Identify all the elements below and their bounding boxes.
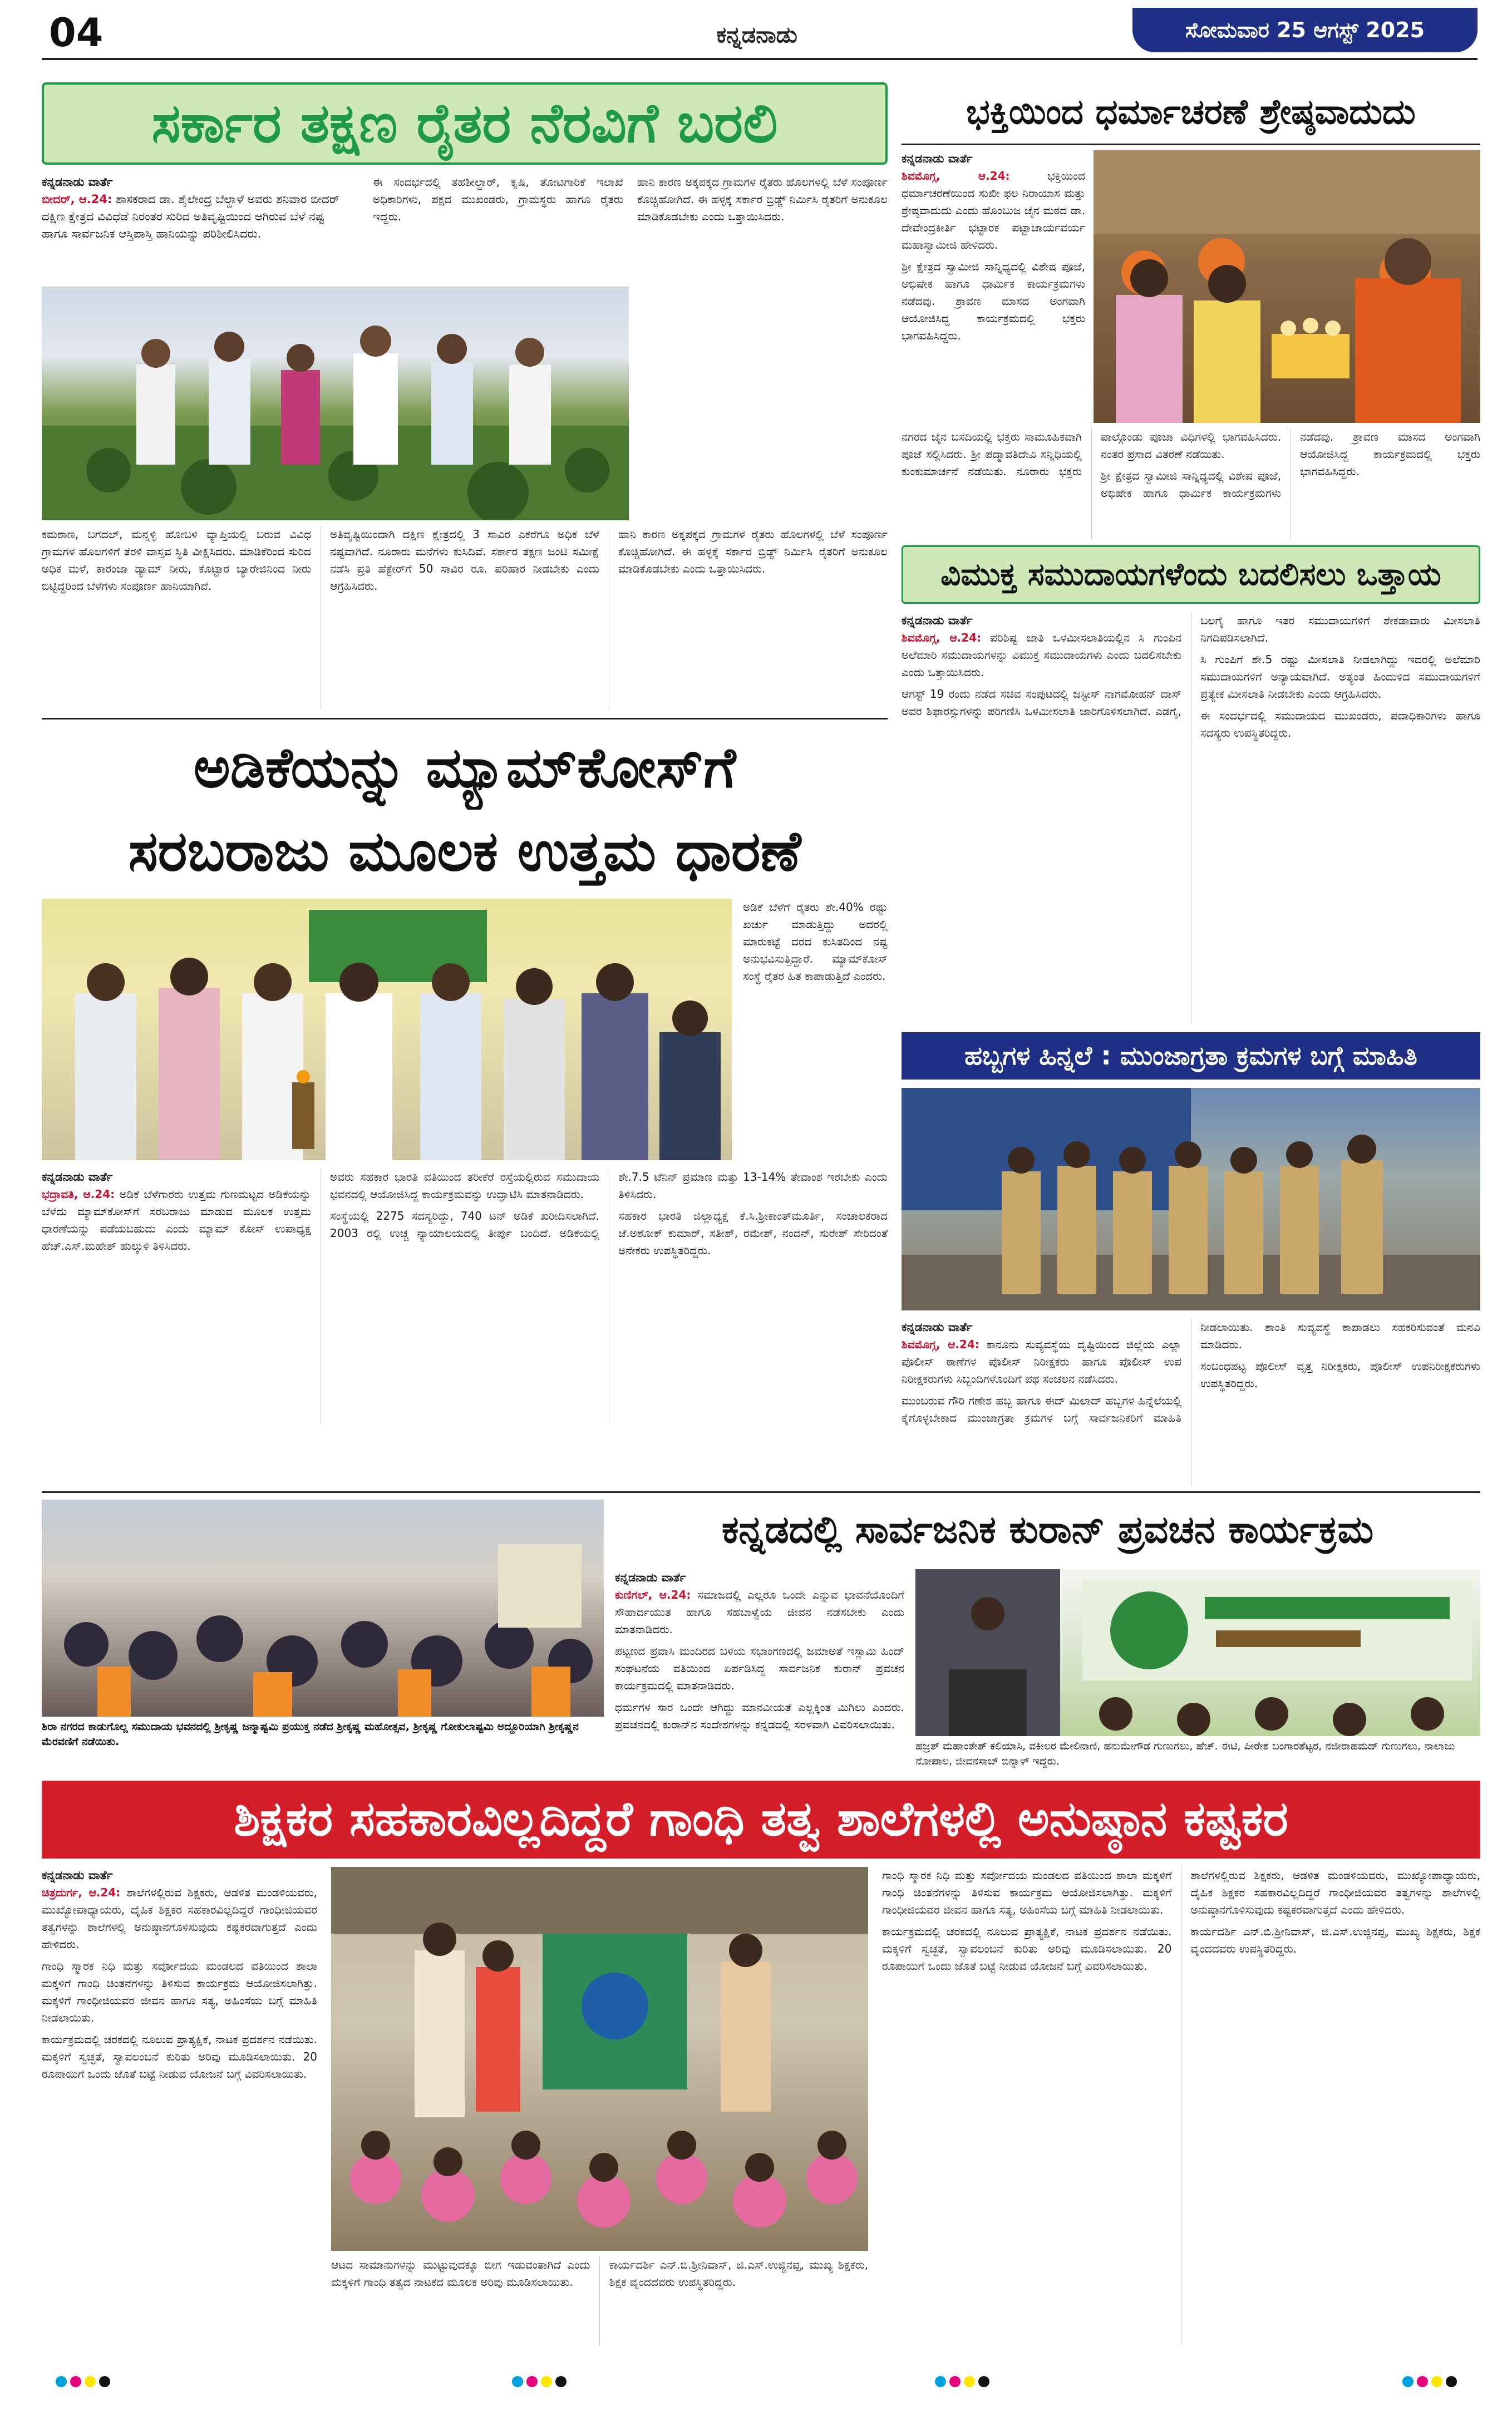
article6-para: ಧರ್ಮಗಳ ಸಾರ ಒಂದೇ ಆಗಿದ್ದು ಮಾನವೀಯತೆ ಎಲ್ಲಕ್ಕಿಂತ ಮಿಗಿಲು ಎಂದರು. ಪ್ರವಚನದಲ್ಲಿ ಕುರಾನ್‌ನ ಸಂದೇಶಗಳನ್ನು ಕನ್ನಡದಲ್ಲಿ ಸರಳವಾಗಿ ವಿವರಿಸಲಾಯಿತು.	[615, 1701, 904, 1731]
article7-para: ಗಾಂಧಿ ಸ್ಮಾರಕ ನಿಧಿ ಮತ್ತು ಸರ್ವೋದಯ ಮಂಡಲದ ವತಿಯಿಂದ ಶಾಲಾ ಮಕ್ಕಳಿಗೆ ಗಾಂಧಿ ಚಿಂತನೆಗಳನ್ನು ತಿಳಿಸುವ ಕಾರ್ಯಕ್ರಮ ಆಯೋಜಿಸಲಾಗಿತ್ತು. ಮಕ್ಕಳಿಗೆ ಗಾಂಧೀಜಿಯವರ ಜೀವನ ಹಾಗೂ ಸತ್ಯ, ಅಹಿಂಸೆಯ ಬಗ್ಗೆ ಮಾಹಿತಿ ನೀಡಲಾಯಿತು.	[882, 1869, 1172, 1916]
article6-headline: ಕನ್ನಡದಲ್ಲಿ ಸಾರ್ವಜನಿಕ ಕುರಾನ್ ಪ್ರವಚನ ಕಾರ್ಯಕ್ರಮ	[721, 1508, 1374, 1552]
school-drama-illustration	[331, 1867, 868, 2251]
article2-para: ಶ್ರೀ ಕ್ಷೇತ್ರದ ಸ್ವಾಮೀಜಿ ಸಾನ್ನಿಧ್ಯದಲ್ಲಿ ವಿಶೇಷ ಪೂಜೆ, ಅಭಿಷೇಕ ಹಾಗೂ ಧಾರ್ಮಿಕ ಕಾರ್ಯಕ್ರಮಗಳು ನಡೆದವು. ಶ್ರಾವಣ ಮಾಸದ ಅಂಗವಾಗಿ ಆಯೋಜಿಸಿದ್ದ ಕಾರ್ಯಕ್ರಮದಲ್ಲಿ ಭಕ್ತರು ಭಾಗವಹಿಸಿದ್ದರು.	[1101, 430, 1480, 500]
article5-headline: ಹಬ್ಬಗಳ ಹಿನ್ನಲೆ : ಮುಂಜಾಗ್ರತಾ ಕ್ರಮಗಳ ಬಗ್ಗೆ ಮಾಹಿತಿ	[902, 1032, 1480, 1080]
article4-para: ಸಂಸ್ಥೆಯಲ್ಲಿ 2275 ಸದಸ್ಯರಿದ್ದು, 740 ಟನ್ ಅಡಿಕೆ ಖರೀದಿಸಲಾಗಿದೆ. 2003 ರಲ್ಲಿ ಉಚ್ಚ ನ್ಯಾಯಾಲಯದಲ್ಲಿ ತೀರ್ಪು ಬಂದಿದೆ. ಅಡಿಕೆಯಲ್ಲಿ ಶೇ.7.5 ಟೆನಿನ್ ಪ್ರಮಾಣ ಮತ್ತು 13-14% ತೇವಾಂಶ ಇರಬೇಕು ಎಂದು ತಿಳಿಸಿದರು.	[330, 1170, 888, 1240]
byline: ಕನ್ನಡನಾಡು ವಾರ್ತೆ	[42, 1869, 113, 1882]
article1-para: ಅತಿವೃಷ್ಟಿಯಿಂದಾಗಿ ದಕ್ಷಿಣ ಕ್ಷೇತ್ರದಲ್ಲಿ 3 ಸಾವಿರ ಎಕರೆಗೂ ಅಧಿಕ ಬೆಳೆ ನಷ್ಟವಾಗಿದೆ. ನೂರಾರು ಮನೆಗಳು ಕುಸಿದಿವೆ. ಸರ್ಕಾರ ತಕ್ಷಣ ಜಂಟಿ ಸಮೀಕ್ಷೆ ನಡೆಸಿ ಪ್ರತಿ ಹೆಕ್ಟೇರ್‌ಗೆ 50 ಸಾವಿರ ರೂ. ಪರಿಹಾರ ನೀಡಬೇಕು ಎಂದು ಆಗ್ರಹಿಸಿದರು.	[330, 528, 599, 593]
article7-para: ಕಾರ್ಯದರ್ಶಿ ಎನ್.ಬಿ.ಶ್ರೀನಿವಾಸ್, ಜಿ.ಎಸ್.ಉಜ್ಜಿನಪ್ಪ, ಮುಖ್ಯ ಶಿಕ್ಷಕರು, ಶಿಕ್ಷಕ ವೃಂದದವರು ಉಪಸ್ಥಿತರಿದ್ದರು.	[609, 2258, 868, 2289]
ritual-illustration	[1094, 150, 1480, 423]
dateline: ಶಿವಮೊಗ್ಗ, ಆ.24:	[902, 1338, 979, 1351]
article7-caption-cols	[331, 2256, 868, 2345]
article1-rightcols	[637, 174, 888, 285]
article5-body	[902, 1319, 1480, 1486]
byline: ಕನ್ನಡನಾಡು ವಾರ್ತೆ	[42, 1170, 113, 1184]
page-number: 04	[49, 10, 104, 56]
article1-para: ಕಮಠಾಣ, ಬಗದಲ್, ಮನ್ನಳ್ಳಿ ಹೋಬಳಿ ವ್ಯಾಪ್ತಿಯಲ್ಲಿ ಬರುವ ವಿವಿಧ ಗ್ರಾಮಗಳ ಹೊಲಗಳಿಗೆ ತೆರಳಿ ವಾಸ್ತವ ಸ್ಥಿತಿ ವೀಕ್ಷಿಸಿದರು. ಮಾಡಿಕೆರಿಂದ ಸುರಿದ ಅಧಿಕ ಮಳೆ, ಕಾರಂಜಾ ಡ್ಯಾಮ್ ನೀರು, ಕೊಟ್ಟಾರ ಬ್ಯಾರೇಜಿನಿಂದ ನೀರು ಬಿಟ್ಟಿದ್ದರಿಂದ ಬೆಳೆಗಳು ಸಂಪೂರ್ಣ ಹಾನಿಯಾಗಿವೆ.	[42, 528, 311, 593]
registration-marks-left	[56, 2376, 110, 2387]
article2-body-left	[902, 150, 1085, 440]
police-parade-illustration	[902, 1088, 1480, 1310]
procession-illustration	[42, 1500, 604, 1717]
article2-headline: ಭಕ್ತಿಯಿಂದ ಧರ್ಮಾಚರಣೆ ಶ್ರೇಷ್ಠವಾದುದು	[966, 91, 1416, 132]
article4-top-rule	[42, 718, 888, 719]
article5-para: ಕಾನೂನು ಸುವ್ಯವಸ್ಥೆಯ ದೃಷ್ಟಿಯಿಂದ ಜಿಲ್ಲೆಯ ಎಲ್ಲಾ ಪೊಲೀಸ್ ಠಾಣೆಗಳ ಪೊಲೀಸ್ ನಿರೀಕ್ಷಕರು ಹಾಗೂ ಪೊಲೀಸ್ ಉಪ ನಿರೀಕ್ಷಕರುಗಳು ಸಿಬ್ಬಂದಿಗಳೊಂದಿಗೆ ಪಥ ಸಂಚಲನ ನಡೆಸಿದರು.	[902, 1338, 1181, 1386]
article2-rule	[902, 144, 1480, 145]
byline: ಕನ್ನಡನಾಡು ವಾರ್ತೆ	[615, 1571, 686, 1584]
dateline: ಕುಣಿಗಲ್, ಆ.24:	[615, 1588, 691, 1601]
inauguration-illustration	[42, 899, 732, 1160]
masthead	[0, 0, 1512, 72]
article3-body	[902, 612, 1480, 1024]
article5-para: ಸಂಬಂಧಪಟ್ಟ ಪೊಲೀಸ್ ವೃತ್ತ ನಿರೀಕ್ಷಕರು, ಪೊಲೀಸ್ ಉಪನಿರೀಕ್ಷಕರುಗಳು ಉಪಸ್ಥಿತರಿದ್ದರು.	[1200, 1359, 1480, 1390]
article5-para: ಮುಂಬರುವ ಗೌರಿ ಗಣೇಶ ಹಬ್ಬ ಹಾಗೂ ಈದ್ ಮಿಲಾದ್ ಹಬ್ಬಗಳ ಹಿನ್ನೆಲೆಯಲ್ಲಿ ಕೈಗೊಳ್ಳಬೇಕಾದ ಮುಂಜಾಗ್ರತಾ ಕ್ರಮಗಳ ಬಗ್ಗೆ ಸಾರ್ವಜನಿಕರಿಗೆ ಮಾಹಿತಿ ನೀಡಲಾಯಿತು. ಶಾಂತಿ ಸುವ್ಯವಸ್ಥೆ ಕಾಪಾಡಲು ಸಹಕರಿಸುವಂತೆ ಮನವಿ ಮಾಡಿದರು.	[902, 1320, 1480, 1425]
article7-body-left	[42, 1867, 317, 2345]
dateline: ಶಿವಮೊಗ್ಗ, ಆ.24:	[902, 169, 1010, 183]
masthead-rule	[42, 58, 1477, 60]
registration-marks-right	[1402, 2376, 1457, 2387]
article7-para: ಶಾಲೆಗಳಲ್ಲಿರುವ ಶಿಕ್ಷಕರು, ಆಡಳಿತ ಮಂಡಳಿಯವರು, ಮುಖ್ಯೋಪಾಧ್ಯಾಯರು, ದೈಹಿಕ ಶಿಕ್ಷಕರ ಸಹಕಾರವಿಲ್ಲದಿದ್ದರೆ ಗಾಂಧೀಜಿಯವರ ತತ್ವಗಳನ್ನು ಶಾಲೆಗಳಲ್ಲಿ ಅನುಷ್ಠಾನಗೊಳಿಸುವುದು ಕಷ್ಟಕರವಾಗುತ್ತದೆ ಎಂದು ಹೇಳಿದರು.	[42, 1886, 317, 1951]
article4-para: ಅವರು ಸಹಕಾರ ಭಾರತಿ ವತಿಯಿಂದ ತರೀಕೆರೆ ರಸ್ತೆಯಲ್ಲಿರುವ ಸಮುದಾಯ ಭವನದಲ್ಲಿ ಆಯೋಜಿಸಿದ್ದ ಕಾರ್ಯಕ್ರಮವನ್ನು ಉದ್ಘಾಟಿಸಿ ಮಾತನಾಡಿದರು.	[330, 1170, 599, 1201]
article7-body-right	[882, 1867, 1480, 2345]
date-banner	[1132, 8, 1477, 52]
byline: ಕನ್ನಡನಾಡು ವಾರ್ತೆ	[902, 1320, 973, 1334]
article6-photo-stage	[915, 1569, 1480, 1736]
issue-date: ಸೋಮವಾರ 25 ಆಗಸ್ಟ್ 2025	[1185, 17, 1425, 42]
article6-top-rule	[42, 1491, 1480, 1493]
dateline: ಬೀದರ್, ಆ.24:	[42, 193, 112, 206]
article1-headline: ಸರ್ಕಾರ ತಕ್ಷಣ ರೈತರ ನೆರವಿಗೆ ಬರಲಿ	[42, 82, 888, 165]
article2-para: ಶ್ರೀ ಕ್ಷೇತ್ರದ ಸ್ವಾಮೀಜಿ ಸಾನ್ನಿಧ್ಯದಲ್ಲಿ ವಿಶೇಷ ಪೂಜೆ, ಅಭಿಷೇಕ ಹಾಗೂ ಧಾರ್ಮಿಕ ಕಾರ್ಯಕ್ರಮಗಳು ನಡೆದವು. ಶ್ರಾವಣ ಮಾಸದ ಅಂಗವಾಗಿ ಆಯೋಜಿಸಿದ್ದ ಕಾರ್ಯಕ್ರಮದಲ್ಲಿ ಭಕ್ತರು ಭಾಗವಹಿಸಿದ್ದರು.	[902, 260, 1085, 342]
dateline: ಶಿವಮೊಗ್ಗ, ಆ.24:	[902, 631, 982, 644]
paper-name: ಕನ್ನಡನಾಡು	[716, 22, 797, 48]
article4-headline-line1: ಅಡಿಕೆಯನ್ನು ಮ್ಯಾಮ್‌ಕೋಸ್‌ಗೆ	[193, 735, 736, 800]
article1-byline	[42, 174, 353, 243]
article6-photo-caption: ಶಿರಾ ನಗರದ ಕಾಡುಗೊಲ್ಲ ಸಮುದಾಯ ಭವನದಲ್ಲಿ ಶ್ರೀಕೃಷ್ಣ ಜನ್ಮಾಷ್ಟಮಿ ಪ್ರಯುಕ್ತ ನಡೆದ ಶ್ರೀಕೃಷ್ಣ ಮಹೋತ್ಸವ, ಶ್ರೀಕೃಷ್ಣ ಗೋಕುಲಾಷ್ಟಮಿ ಅದ್ದೂರಿಯಾಗಿ ಶ್ರೀಕೃಷ್ಣನ ಮೆರವಣಿಗೆ ನಡೆಯಿತು.	[42, 1721, 579, 1748]
article1-midcol	[373, 174, 623, 285]
article3-para: ಆಗಸ್ಟ್ 19 ರಂದು ನಡೆದ ಸಚಿವ ಸಂಪುಟದಲ್ಲಿ ಜಸ್ಟೀಸ್ ನಾಗಮೋಹನ್ ದಾಸ್ ಅವರ ಶಿಫಾರಸ್ಸುಗಳನ್ನು ಪರಿಗಣಿಸಿ ಒಳಮೀಸಲಾತಿ ಜಾರಿಗೊಳಿಸಲಾಗಿದೆ. ಎಡಗೈ, ಬಲಗೈ ಹಾಗೂ ಇತರ ಸಮುದಾಯಗಳಿಗೆ ಶೇಕಡಾವಾರು ಮೀಸಲಾತಿ ನಿಗದಿಪಡಿಸಲಾಗಿದೆ.	[902, 614, 1480, 718]
stage-illustration	[915, 1569, 1480, 1736]
article6-para: ಪಟ್ಟಣದ ಪ್ರವಾಸಿ ಮಂದಿರದ ಬಳಿಯ ಸಭಾಂಗಣದಲ್ಲಿ ಜಮಾಅತೆ ಇಸ್ಲಾಮಿ ಹಿಂದ್ ಸಂಘಟನೆಯ ವತಿಯಿಂದ ಏರ್ಪಡಿಸಿದ್ದ ಸಾರ್ವಜನಿಕ ಕುರಾನ್ ಪ್ರವಚನ ಕಾರ್ಯಕ್ರಮದಲ್ಲಿ ಮಾತನಾಡಿದರು.	[615, 1644, 904, 1692]
article4-para: ಅಡಿಕೆ ಬೆಳೆಗೆ ರೈತರು ಶೇ.40% ರಷ್ಟು ಖರ್ಚು ಮಾಡುತ್ತಿದ್ದು ಅದರಲ್ಲಿ ಮಾರುಕಟ್ಟೆ ದರದ ಕುಸಿತದಿಂದ ನಷ್ಟ ಅನುಭವಿಸುತ್ತಿದ್ದಾರೆ. ಮ್ಯಾಮ್‌ಕೋಸ್ ಸಂಸ್ಥೆ ರೈತರ ಹಿತ ಕಾಪಾಡುತ್ತಿದೆ ಎಂದರು.	[743, 900, 888, 983]
article1-photo-farmers	[42, 287, 629, 520]
article3-para: ಸಿ ಗುಂಪಿಗೆ ಶೇ.5 ರಷ್ಟು ಮೀಸಲಾತಿ ನೀಡಲಾಗಿದ್ದು ಇದರಲ್ಲಿ ಅಲೆಮಾರಿ ಸಮುದಾಯಗಳಿಗೆ ಅನ್ಯಾಯವಾಗಿದೆ. ಅತ್ಯಂತ ಹಿಂದುಳಿದ ಸಮುದಾಯಗಳಿಗೆ ಪ್ರತ್ಯೇಕ ಮೀಸಲಾತಿ ನೀಡಬೇಕು ಎಂದು ಆಗ್ರಹಿಸಿದರು.	[1200, 653, 1480, 701]
article6-photo2-caption: ಹಜ್ರತ್ ಮಹಾಂತೇಶ್ ಕಲಿಯಾಸಿ, ವಕೀಲರ ಮೇಲಿನಾಣಿ, ಹನುಮೇಗೌಡ ಗುಣುಗಲು, ಹೆಚ್. ಈಟಿ, ಪೀರೇಶ ಬಂಗಾರಶೆಟ್ಟರ, ನಜೀರಾಹಮದ್ ಗುಣುಗಲು, ನಾಲಾಜು ನೋಪಾಲ, ಜೀವನಸಾಬ್ ಬಿನ್ನಾಳ್ ಇದ್ದರು.	[915, 1740, 1455, 1767]
article7-photo-caption: ಆಟದ ಸಾಮಾನುಗಳನ್ನು ಮುಟ್ಟುವುದಕ್ಕೂ ಬೀಗ ಇಡುವಂತಾಗಿದೆ ಎಂದು ಮಕ್ಕಳಿಗೆ ಗಾಂಧಿ ತತ್ವದ ನಾಟಕದ ಮೂಲಕ ಅರಿವು ಮೂಡಿಸಲಾಯಿತು.	[331, 2258, 590, 2289]
article7-para: ಕಾರ್ಯಕ್ರಮದಲ್ಲಿ ಚರಕದಲ್ಲಿ ನೂಲುವ ಪ್ರಾತ್ಯಕ್ಷಿಕೆ, ನಾಟಕ ಪ್ರದರ್ಶನ ನಡೆಯಿತು. ಮಕ್ಕಳಿಗೆ ಸ್ವಚ್ಛತೆ, ಸ್ವಾವಲಂಬನೆ ಕುರಿತು ಅರಿವು ಮೂಡಿಸಲಾಯಿತು. 20 ರೂಪಾಯಿಗೆ ಒಂದು ಜೊತೆ ಬಟ್ಟೆ ನೀಡುವ ಯೋಜನೆ ಬಗ್ಗೆ ವಿವರಿಸಲಾಯಿತು.	[42, 2033, 317, 2081]
dateline: ಭದ್ರಾವತಿ, ಆ.24:	[42, 1187, 115, 1201]
farmers-illustration	[42, 287, 629, 520]
article6-para: ಸಮಾಜದಲ್ಲಿ ಎಲ್ಲರೂ ಒಂದೇ ಎನ್ನುವ ಭಾವನೆಯೊಂದಿಗೆ ಸೌಹಾರ್ದಯುತ ಹಾಗೂ ಸಹಬಾಳ್ವೆಯ ಜೀವನ ನಡೆಸಬೇಕು ಎಂದು ಮಾತನಾಡಿದರು.	[615, 1588, 904, 1636]
article2-para: ನಗರದ ಜೈನ ಬಸದಿಯಲ್ಲಿ ಭಕ್ತರು ಸಾಮೂಹಿಕವಾಗಿ ಪೂಜೆ ಸಲ್ಲಿಸಿದರು. ಶ್ರೀ ಪದ್ಮಾವತಿದೇವಿ ಸನ್ನಿಧಿಯಲ್ಲಿ ಕುಂಕುಮಾರ್ಚನೆ ನಡೆಯಿತು. ನೂರಾರು ಭಕ್ತರು ಪಾಲ್ಗೊಂಡು ಪೂಜಾ ವಿಧಿಗಳಲ್ಲಿ ಭಾಗವಹಿಸಿದರು. ನಂತರ ಪ್ರಸಾದ ವಿತರಣೆ ನಡೆಯಿತು.	[902, 430, 1281, 478]
registration-marks-center	[512, 2376, 567, 2387]
article4-headline-line2: ಸರಬರಾಜು ಮೂಲಕ ಉತ್ತಮ ಧಾರಣೆ	[128, 819, 801, 884]
article1-para: ಹಾನಿ ಕಾರಣ ಅಕ್ಕಪಕ್ಕದ ಗ್ರಾಮಗಳ ರೈತರು ಹೊಲಗಳಲ್ಲಿ ಬೆಳೆ ಸಂಪೂರ್ಣ ಕೊಚ್ಚಿಹೋಗಿದೆ. ಈ ಹಳ್ಳಕ್ಕೆ ಸರ್ಕಾರ ಬ್ರಿಡ್ಜ್ ನಿರ್ಮಿಸಿ ರೈತರಿಗೆ ಅನುಕೂಲ ಮಾಡಿಕೊಡಬೇಕು ಎಂದು ಒತ್ತಾಯಿಸಿದರು.	[618, 528, 888, 575]
byline: ಕನ್ನಡನಾಡು ವಾರ್ತೆ	[902, 152, 973, 165]
article2-body-bottom	[902, 428, 1480, 540]
article7-para: ಶಾಲೆಗಳಲ್ಲಿರುವ ಶಿಕ್ಷಕರು, ಆಡಳಿತ ಮಂಡಳಿಯವರು, ಮುಖ್ಯೋಪಾಧ್ಯಾಯರು, ದೈಹಿಕ ಶಿಕ್ಷಕರ ಸಹಕಾರವಿಲ್ಲದಿದ್ದರೆ ಗಾಂಧೀಜಿಯವರ ತತ್ವಗಳನ್ನು ಶಾಲೆಗಳಲ್ಲಿ ಅನುಷ್ಠಾನಗೊಳಿಸುವುದು ಕಷ್ಟಕರವಾಗುತ್ತದೆ ಎಂದು ಹೇಳಿದರು.	[1190, 1869, 1480, 1916]
article5-photo-police	[902, 1088, 1480, 1310]
article7-para: ಕಾರ್ಯಕ್ರಮದಲ್ಲಿ ಚರಕದಲ್ಲಿ ನೂಲುವ ಪ್ರಾತ್ಯಕ್ಷಿಕೆ, ನಾಟಕ ಪ್ರದರ್ಶನ ನಡೆಯಿತು. ಮಕ್ಕಳಿಗೆ ಸ್ವಚ್ಛತೆ, ಸ್ವಾವಲಂಬನೆ ಕುರಿತು ಅರಿವು ಮೂಡಿಸಲಾಯಿತು. 20 ರೂಪಾಯಿಗೆ ಒಂದು ಜೊತೆ ಬಟ್ಟೆ ನೀಡುವ ಯೋಜನೆ ಬಗ್ಗೆ ವಿವರಿಸಲಾಯಿತು.	[882, 1925, 1172, 1973]
article4-body	[42, 1169, 888, 1425]
byline: ಕನ್ನಡನಾಡು ವಾರ್ತೆ	[42, 175, 113, 189]
article3-para: ಈ ಸಂದರ್ಭದಲ್ಲಿ ಸಮುದಾಯದ ಮುಖಂಡರು, ಪದಾಧಿಕಾರಿಗಳು ಹಾಗೂ ಸದಸ್ಯರು ಉಪಸ್ಥಿತರಿದ್ದರು.	[1200, 709, 1480, 740]
article4-photo-inauguration	[42, 899, 732, 1160]
article1-lead: ಶಾಸಕರಾದ ಡಾ. ಶೈಲೇಂದ್ರ ಬೆಲ್ದಾಳೆ ಅವರು ಶನಿವಾರ ಬೀದರ್ ದಕ್ಷಿಣ ಕ್ಷೇತ್ರದ ವಿವಿಧೆಡೆ ನಿರಂತರ ಸುರಿದ ಅತಿವೃಷ್ಟಿಯಿಂದ ಆಗಿರುವ ಬೆಳೆ ನಷ್ಟ ಹಾಗೂ ಸಾರ್ವಜನಿಕ ಆಸ್ತಿಪಾಸ್ತಿ ಹಾನಿಯನ್ನು ಪರಿಶೀಲಿಸಿದರು.	[42, 193, 339, 240]
article6-photo-procession	[42, 1500, 604, 1717]
article2-para: ಭಕ್ತಿಯಿಂದ ಧರ್ಮಾಚರಣೆಯಿಂದ ಸುಖೀ ಫಲ ನಿರಾಯಾಸ ಮತ್ತು ಶ್ರೇಷ್ಠವಾದುದು ಎಂದು ಹೊಂಬುಜ ಜೈನ ಮಠದ ಡಾ. ದೇವೇಂದ್ರಕೀರ್ತಿ ಭಟ್ಟಾರಕ ಪಟ್ಟಾಚಾರ್ಯವರ್ಯ ಮಹಾಸ್ವಾಮೀಜಿ ಹೇಳಿದರು.	[902, 169, 1085, 252]
article2-photo-ritual	[1094, 150, 1480, 423]
article1-para: ಹಾನಿ ಕಾರಣ ಅಕ್ಕಪಕ್ಕದ ಗ್ರಾಮಗಳ ರೈತರು ಹೊಲಗಳಲ್ಲಿ ಬೆಳೆ ಸಂಪೂರ್ಣ ಕೊಚ್ಚಿಹೋಗಿದೆ. ಈ ಹಳ್ಳಕ್ಕೆ ಸರ್ಕಾರ ಬ್ರಿಡ್ಜ್ ನಿರ್ಮಿಸಿ ರೈತರಿಗೆ ಅನುಕೂಲ ಮಾಡಿಕೊಡಬೇಕು ಎಂದು ಒತ್ತಾಯಿಸಿದರು.	[637, 175, 888, 223]
article7-para: ಕಾರ್ಯದರ್ಶಿ ಎನ್.ಬಿ.ಶ್ರೀನಿವಾಸ್, ಜಿ.ಎಸ್.ಉಜ್ಜಿನಪ್ಪ, ಮುಖ್ಯ ಶಿಕ್ಷಕರು, ಶಿಕ್ಷಕ ವೃಂದದವರು ಉಪಸ್ಥಿತರಿದ್ದರು.	[1190, 1925, 1480, 1955]
article1-para: ಈ ಸಂದರ್ಭದಲ್ಲಿ ತಹಶೀಲ್ದಾರ್, ಕೃಷಿ, ತೋಟಗಾರಿಕೆ ಇಲಾಖೆ ಅಧಿಕಾರಿಗಳು, ಪಕ್ಷದ ಮುಖಂಡರು, ಗ್ರಾಮಸ್ಥರು ಹಾಗೂ ರೈತರು ಇದ್ದರು.	[373, 175, 623, 223]
article3-para: ಪರಿಶಿಷ್ಟ ಜಾತಿ ಒಳಮೀಸಲಾತಿಯಲ್ಲಿನ ಸಿ ಗುಂಪಿನ ಅಲೆಮಾರಿ ಸಮುದಾಯಗಳನ್ನು ವಿಮುಕ್ತ ಸಮುದಾಯಗಳು ಎಂದು ಬದಲಿಸಬೇಕು ಎಂದು ಒತ್ತಾಯಿಸಿದರು.	[902, 631, 1181, 679]
article3-headline: ವಿಮುಕ್ತ ಸಮುದಾಯಗಳೆಂದು ಬದಲಿಸಲು ಒತ್ತಾಯ	[902, 545, 1480, 604]
byline: ಕನ್ನಡನಾಡು ವಾರ್ತೆ	[902, 614, 973, 627]
dateline: ಚಿತ್ರದುರ್ಗ, ಆ.24:	[42, 1886, 121, 1899]
article7-headline: ಶಿಕ್ಷಕರ ಸಹಕಾರವಿಲ್ಲದಿದ್ದರೆ ಗಾಂಧಿ ತತ್ವ ಶಾಲೆಗಳಲ್ಲಿ ಅನುಷ್ಠಾನ ಕಷ್ಟಕರ	[42, 1781, 1480, 1859]
article7-para: ಗಾಂಧಿ ಸ್ಮಾರಕ ನಿಧಿ ಮತ್ತು ಸರ್ವೋದಯ ಮಂಡಲದ ವತಿಯಿಂದ ಶಾಲಾ ಮಕ್ಕಳಿಗೆ ಗಾಂಧಿ ಚಿಂತನೆಗಳನ್ನು ತಿಳಿಸುವ ಕಾರ್ಯಕ್ರಮ ಆಯೋಜಿಸಲಾಗಿತ್ತು. ಮಕ್ಕಳಿಗೆ ಗಾಂಧೀಜಿಯವರ ಜೀವನ ಹಾಗೂ ಸತ್ಯ, ಅಹಿಂಸೆಯ ಬಗ್ಗೆ ಮಾಹಿತಿ ನೀಡಲಾಯಿತು.	[42, 1959, 317, 2024]
article7-photo-school	[331, 1867, 868, 2251]
article6-body	[615, 1569, 904, 1764]
article4-para: ಅಡಿಕೆ ಬೆಳೆಗಾರರು ಉತ್ತಮ ಗುಣಮಟ್ಟದ ಅಡಿಕೆಯನ್ನು ಬೆಳೆದು ಮ್ಯಾಮ್‌ಕೋಸ್‌ಗೆ ಸರಬರಾಜು ಮಾಡುವ ಮೂಲಕ ಉತ್ತಮ ಧಾರಣೆಯನ್ನು ಪಡೆಯಬಹುದು ಎಂದು ಮ್ಯಾಮ್ ಕೋಸ್ ಉಪಾಧ್ಯಕ್ಷ ಹೆಚ್.ಎಸ್.ಮಹೇಶ್ ಹುಲ್ಕುಳಿ ತಿಳಿಸಿದರು.	[42, 1187, 311, 1253]
article1-body-lower	[42, 526, 888, 709]
registration-marks-mid	[935, 2376, 989, 2387]
article4-para: ಸಹಕಾರ ಭಾರತಿ ಜಿಲ್ಲಾಧ್ಯಕ್ಷ ಕೆ.ಸಿ.ಶ್ರೀಕಾಂತ್‌ಮೂರ್ತಿ, ಸಂಚಾಲಕರಾದ ಜೆ.ಅಶೋಕ್ ಕುಮಾರ್, ಸತೀಶ್, ರಮೇಶ್, ನಂದನ್, ಸುರೇಶ್ ಸೇರಿದಂತೆ ಅನೇಕರು ಉಪಸ್ಥಿತರಿದ್ದರು.	[618, 1209, 888, 1257]
